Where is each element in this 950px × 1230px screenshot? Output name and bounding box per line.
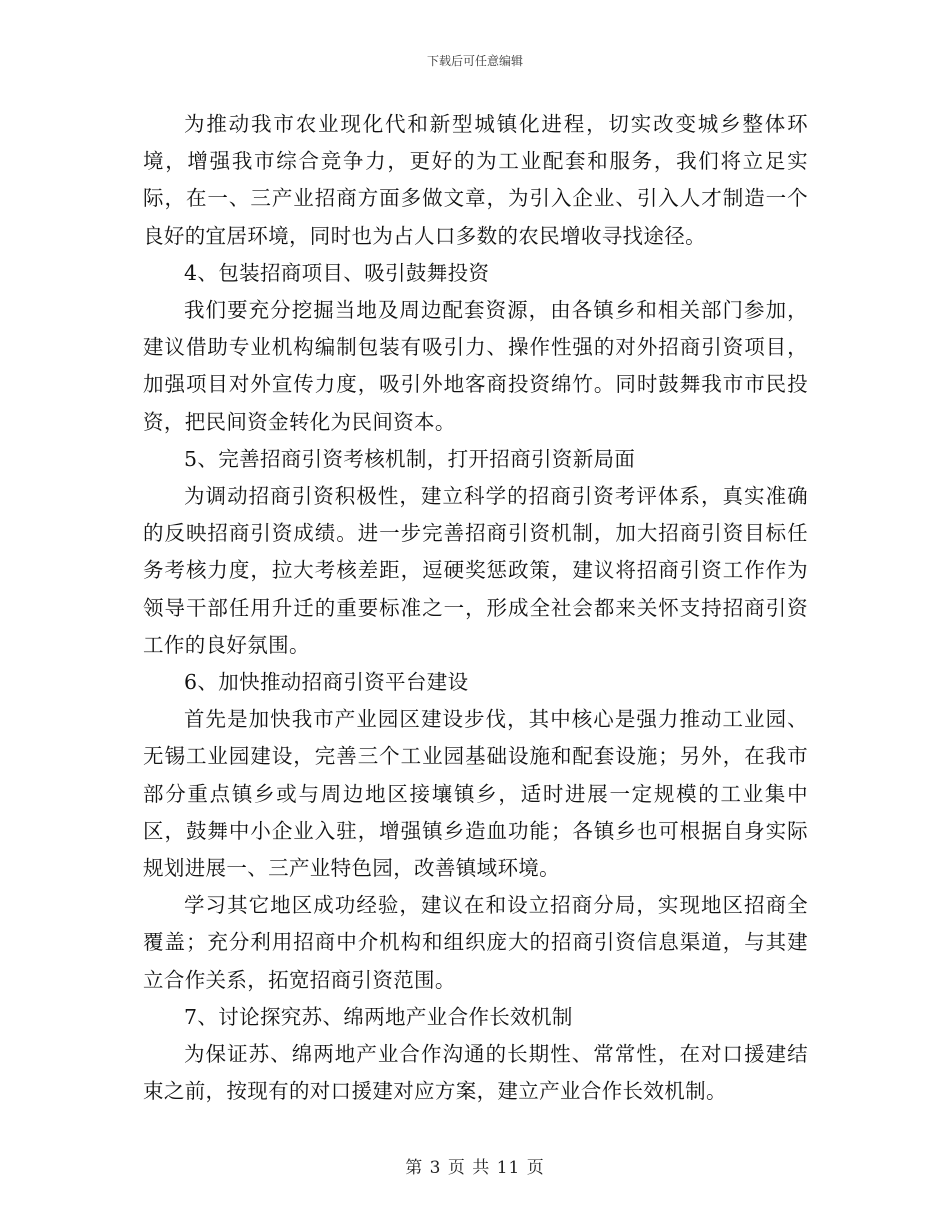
section-heading: 4、包装招商项目、吸引鼓舞投资 xyxy=(184,260,490,285)
page-header: 下载后可任意编辑 xyxy=(426,54,523,68)
paragraph: 首先是加快我市产业园区建设步伐，其中核心是强力推动工业园、无锡工业园建设，完善三个工业园基础设施和配套设施；另外，在我市部分重点镇乡或与周边地区接壤镇乡，适时进展一定规模的工业集中区，鼓舞中小企业入驻，增强镇乡造血功能；各镇乡也可根据自身实际规划进展一、三产业特色园，改善镇域环境。 xyxy=(143,707,808,881)
paragraph: 为推动我市农业现化代和新型城镇化进程，切实改变城乡整体环境，增强我市综合竞争力，更好的为工业配套和服务，我们将立足实际，在一、三产业招商方面多做文章，为引入企业、引入人才制造一个良好的宜居环境，同时也为占人口多数的农民增收寻找途径。 xyxy=(143,112,808,248)
paragraph: 学习其它地区成功经验，建议在和设立招商分局，实现地区招商全覆盖；充分利用招商中介机构和组织庞大的招商引资信息渠道，与其建立合作关系，拓宽招商引资范围。 xyxy=(143,893,808,992)
paragraph: 为调动招商引资积极性，建立科学的招商引资考评体系，真实准确的反映招商引资成绩。进一步完善招商引资机制，加大招商引资目标任务考核力度，拉大考核差距，逗硬奖惩政策，建议将招商引资工作作为领导干部任用升迁的重要标准之一，形成全社会都来关怀支持招商引资工作的良好氛围。 xyxy=(143,484,808,657)
page-footer: 第 3 页 共 11 页 xyxy=(405,1158,545,1178)
section-heading: 7、讨论探究苏、绵两地产业合作长效机制 xyxy=(184,1004,573,1029)
paragraph: 我们要充分挖掘当地及周边配套资源，由各镇乡和相关部门参加，建议借助专业机构编制包装有吸引力、操作性强的对外招商引资项目，加强项目对外宣传力度，吸引外地客商投资绵竹。同时鼓舞我市市民投资，把民间资金转化为民间资本。 xyxy=(143,298,808,434)
section-heading: 6、加快推动招商引资平台建设 xyxy=(184,670,469,695)
document-body xyxy=(143,106,808,1110)
section-heading: 5、完善招商引资考核机制，打开招商引资新局面 xyxy=(184,446,636,471)
paragraph: 为保证苏、绵两地产业合作沟通的长期性、常常性，在对口援建结束之前，按现有的对口援建对应方案，建立产业合作长效机制。 xyxy=(143,1042,808,1104)
